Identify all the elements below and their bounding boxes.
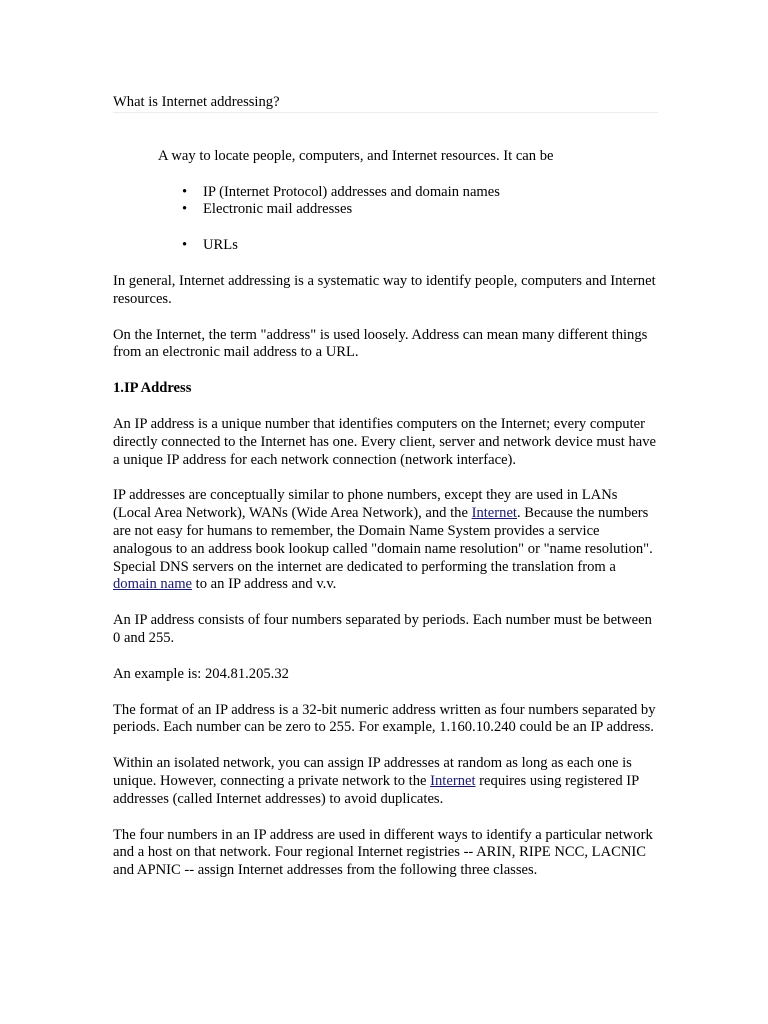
four-numbers-paragraph: An IP address consists of four numbers separated by periods. Each number must be between 0 and 255. xyxy=(113,612,652,646)
paragraph-text: IP addresses are conceptually similar to phone numbers, except they are used in LANs (Local Area Network), WANs (Wide Area Network), and the xyxy=(113,487,618,522)
bullet-icon: • xyxy=(182,183,188,200)
ip-unique-paragraph: An IP address is a unique number that identifies computers on the Internet; every computer directly connected to the Internet has one. Every client, server and network device must have a unique IP address for each network connection (network interface). xyxy=(113,415,656,468)
domain-name-link[interactable]: domain name xyxy=(113,576,193,593)
list-item xyxy=(182,183,658,202)
paragraph-text: to an IP address and v.v. xyxy=(192,576,337,593)
document-title: What is Internet addressing? xyxy=(113,94,658,113)
isolated-network-paragraph xyxy=(113,755,658,808)
address-term-paragraph: On the Internet, the term "address" is used loosely. Address can mean many different things from an electronic mail address to a URL. xyxy=(113,326,648,361)
bullet-icon: • xyxy=(182,237,188,254)
internet-link[interactable]: Internet xyxy=(430,772,476,789)
list-item-label: IP (Internet Protocol) addresses and domain names xyxy=(203,183,500,200)
list-item xyxy=(182,201,658,219)
intro-paragraph: A way to locate people, computers, and Internet resources. It can be xyxy=(158,147,554,164)
list-item xyxy=(182,237,658,255)
example-paragraph: An example is: 204.81.205.32 xyxy=(113,665,289,682)
phone-analogy-paragraph xyxy=(113,487,658,594)
section-heading-ip-address: 1.IP Address xyxy=(113,380,192,397)
address-types-list xyxy=(113,184,658,255)
internet-link[interactable]: Internet xyxy=(471,505,517,522)
paragraph-text: requires using registered IP addresses (called Internet addresses) to avoid duplicates. xyxy=(113,772,639,807)
registries-paragraph: The four numbers in an IP address are used in different ways to identify a particular network and a host on that network. Four regional Internet registries -- ARIN, RIPE NCC, LACNIC and APNIC -- assign Internet addresses from the following three classes. xyxy=(113,826,653,879)
document-page xyxy=(113,94,658,880)
bullet-icon: • xyxy=(182,201,188,218)
list-item-label: Electronic mail addresses xyxy=(203,201,353,218)
format-paragraph: The format of an IP address is a 32-bit numeric address written as four numbers separated by periods. Each number can be zero to 255. For example, 1.160.10.240 could be an IP address. xyxy=(113,701,656,736)
paragraph-text: Within an isolated network, you can assign IP addresses at random as long as each one is unique. However, connecting a private network to the xyxy=(113,755,632,789)
list-item-label: URLs xyxy=(203,237,238,254)
general-paragraph: In general, Internet addressing is a systematic way to identify people, computers and Internet resources. xyxy=(113,272,656,307)
paragraph-text: . Because the numbers are not easy for humans to remember, the Domain Name System provides a service analogous to an address book lookup called "domain name resolution" or "name resolution". Special DNS servers on the internet are dedicated to performing the translation from a xyxy=(113,505,653,575)
